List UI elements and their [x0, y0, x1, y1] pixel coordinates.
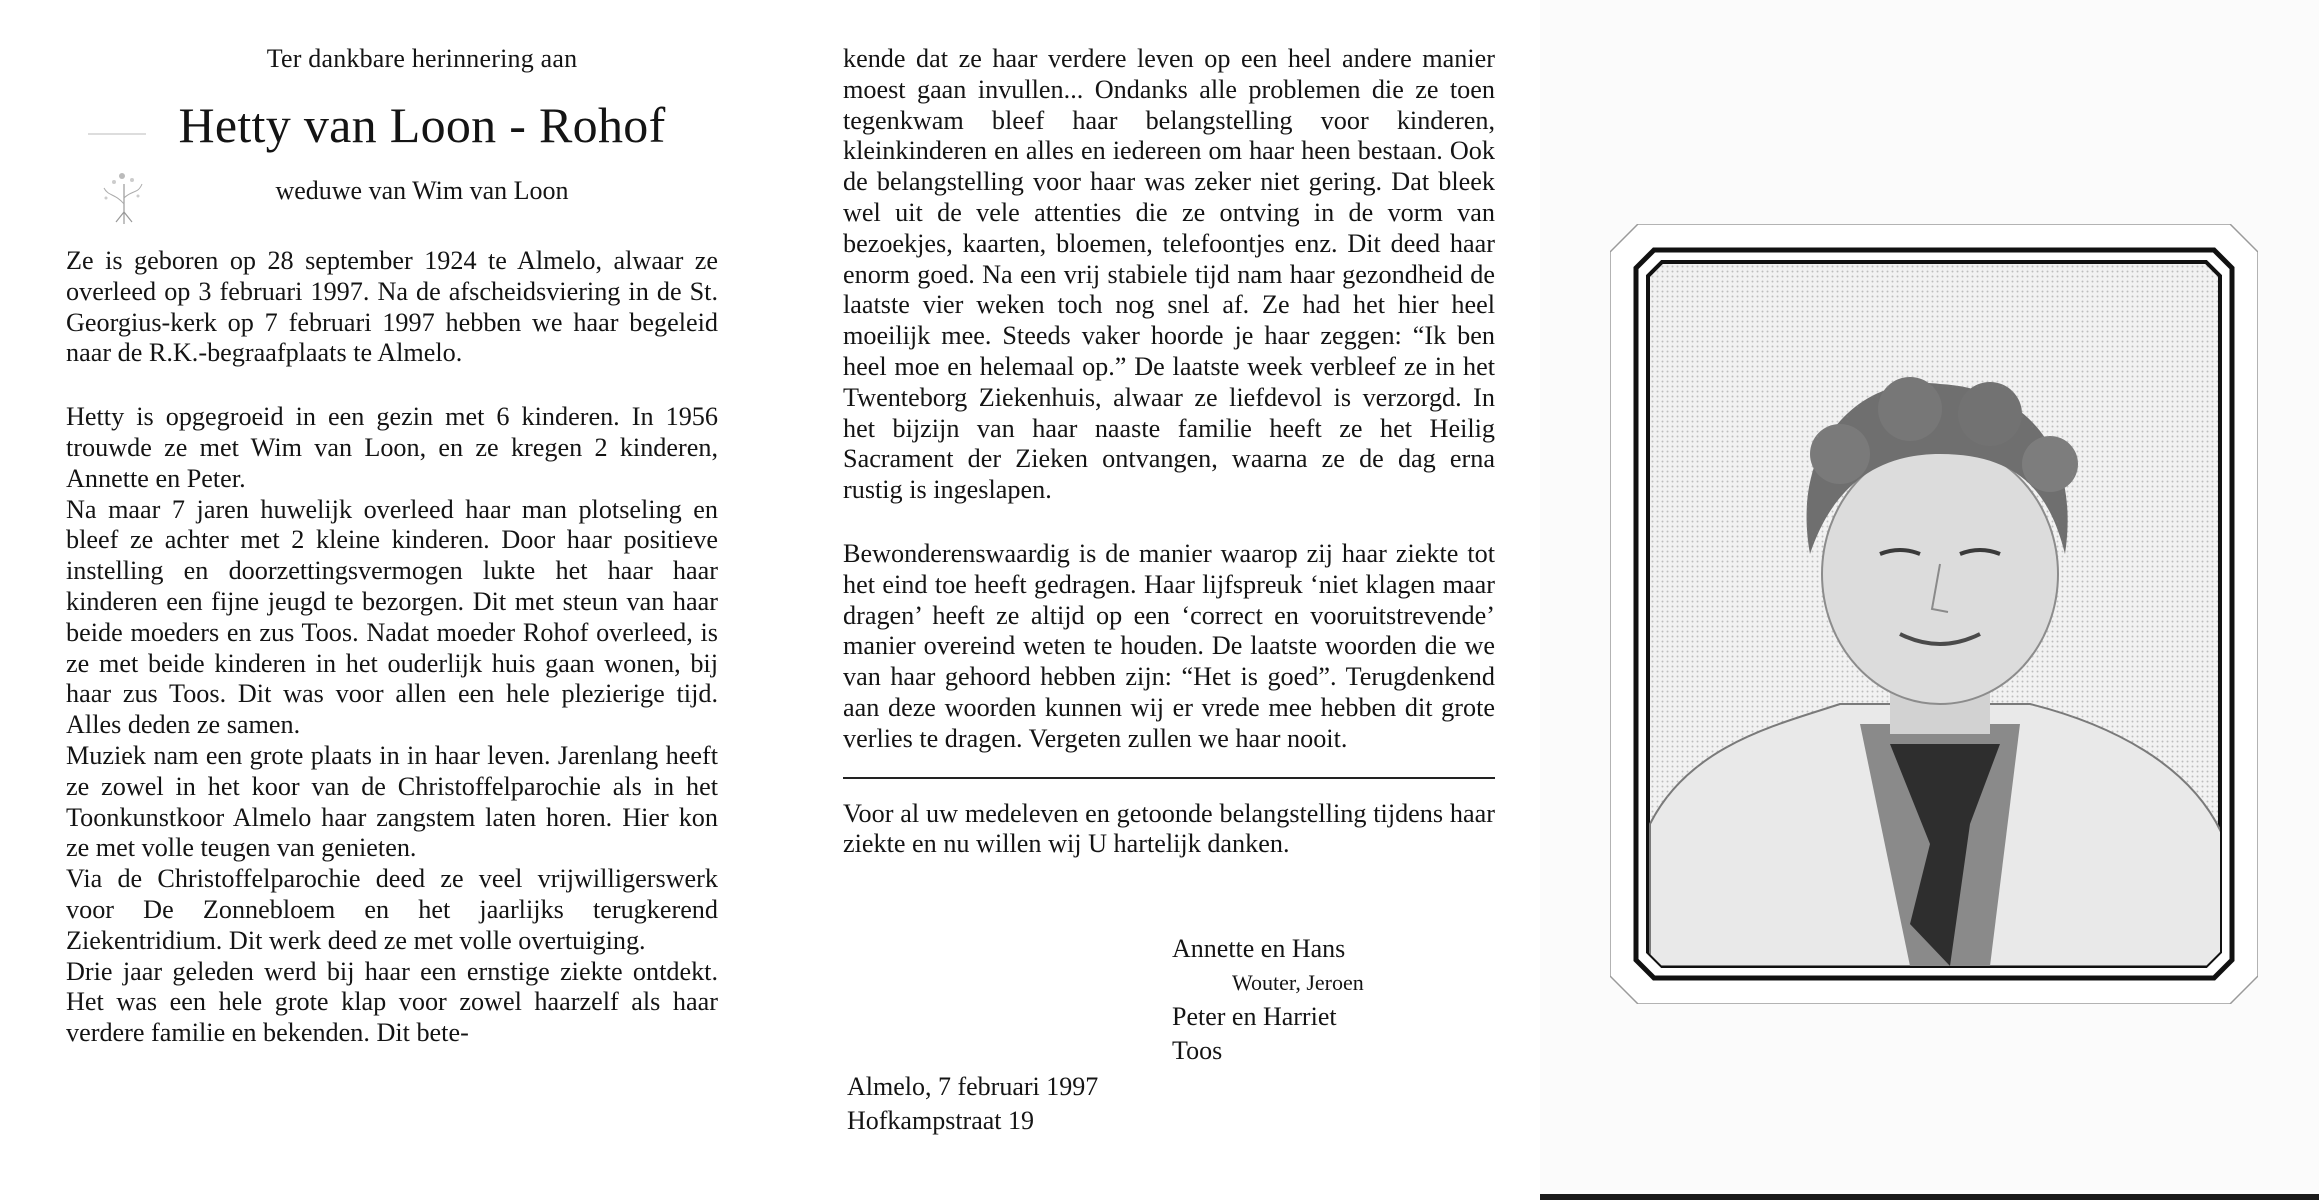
signature-line: Annette en Hans [1172, 934, 1346, 963]
portrait-photo [1610, 224, 2258, 1004]
paragraph-gap [843, 506, 1495, 539]
place-and-date [847, 1070, 1098, 1138]
widow-line: weduwe van Wim van Loon [275, 176, 569, 205]
paragraph-gap [66, 369, 718, 402]
left-column [66, 44, 718, 1049]
paragraph: Drie jaar geleden werd bij haar een ernstige ziekte ontdekt. Het was een hele grote klap voor zowel haarzelf als haar verdere familie en bekenden. Dit bete- [66, 956, 718, 1048]
middle-column [843, 44, 1495, 860]
thanks-text: Voor al uw medeleven en getoonde belangstelling tijdens haar ziekte en nu willen wij U hartelijk danken. [843, 798, 1495, 859]
signature-line: Toos [1172, 1036, 1223, 1065]
paragraph: Na maar 7 jaren huwelijk overleed haar man plotseling en bleef ze achter met 2 kleine kinderen. Door haar positieve instelling en doorzettingsvermogen lukte het haar haar kinderen een fijne jeugd te bezorgen. Dit met steun van haar beide moeders en zus Toos. Nadat moeder Rohof overleed, is ze met beide kinderen in het ouderlijk huis gaan wonen, bij haar zus Toos. Dit was voor allen een hele plezierige tijd. Alles deden ze samen. [66, 494, 718, 740]
paragraph: Via de Christoffelparochie deed ze veel vrijwilligerswerk voor De Zonnebloem en het jaarlijks terugkerend Ziekentridium. Dit werk deed ze met volle overtuiging. [66, 864, 718, 955]
date-line: Almelo, 7 februari 1997 [847, 1072, 1099, 1101]
flower-ornament-icon [86, 124, 156, 234]
middle-body [843, 44, 1495, 755]
paragraph: kende dat ze haar verdere leven op een heel andere manier moest gaan invullen... Ondanks alle problemen die ze toen tegenkwam bleef haar belangstelling voor kinderen, kleinkinderen en alles en iedereen om haar heen bestaan. Ook de belangstelling voor haar was zeker niet gering. Dat bleek wel uit de vele attenties die ze ontving in de vorm van bezoekjes, kaarten, bloemen, telefoontjes enz. Dit deed haar enorm goed. Na een vrij stabiele tijd nam haar gezondheid de laatste vier weken toch nog snel af. Ze had het hier heel moeilijk mee. Steeds vaker hoorde je haar zeggen: “Ik ben heel moe en helemaal op.” De laatste week verbleef ze in het Twenteborg Ziekenhuis, alwaar ze liefdevol is verzorgd. In het bijzijn van haar naaste familie heeft ze het Heilig Sacrament der Zieken ontvangen, waarna ze de dag erna rustig is ingeslapen. [843, 44, 1495, 505]
signature-line: Wouter, Jeroen [1232, 970, 1364, 995]
paragraph: Muziek nam een grote plaats in in haar leven. Jarenlang heeft ze zowel in het koor van de Christoffelparochie als in het Toonkunstkoor Almelo haar zangstem laten horen. Hier kon ze met volle teugen van genieten. [66, 740, 718, 863]
signature-line: Peter en Harriet [1172, 1002, 1337, 1031]
intro-line: Ter dankbare herinnering aan [266, 44, 578, 73]
deceased-name: Hetty van Loon - Rohof [178, 97, 666, 153]
paragraph: Ze is geboren op 28 september 1924 te Almelo, alwaar ze overleed op 3 februari 1997. Na de afscheidsviering in de St. Georgius-kerk op 7 februari 1997 hebben we haar begeleid naar de R.K.-begraafplaats te Almelo. [66, 246, 718, 368]
address-line: Hofkampstraat 19 [847, 1106, 1035, 1135]
divider-line [843, 777, 1495, 779]
signatures [1172, 932, 1364, 1068]
paragraph: Hetty is opgegroeid in een gezin met 6 kinderen. In 1956 trouwde ze met Wim van Loon, en ze kregen 2 kinderen, Annette en Peter. [66, 402, 718, 493]
paragraph: Bewonderenswaardig is de manier waarop zij haar ziekte tot het eind toe heeft gedragen. Haar lijfspreuk ‘niet klagen maar dragen’ heeft ze altijd op een ‘correct en vooruitstrevende’ manier overeind weten te houden. De laatste woorden die we van haar gehoord hebben zijn: “Het is goed”. Terugdenkend aan deze woorden kunnen wij er vrede mee hebben dit grote verlies te dragen. Vergeten zullen we haar nooit. [843, 538, 1495, 753]
bottom-edge-bar [1540, 1194, 2319, 1200]
left-body [66, 246, 718, 1049]
